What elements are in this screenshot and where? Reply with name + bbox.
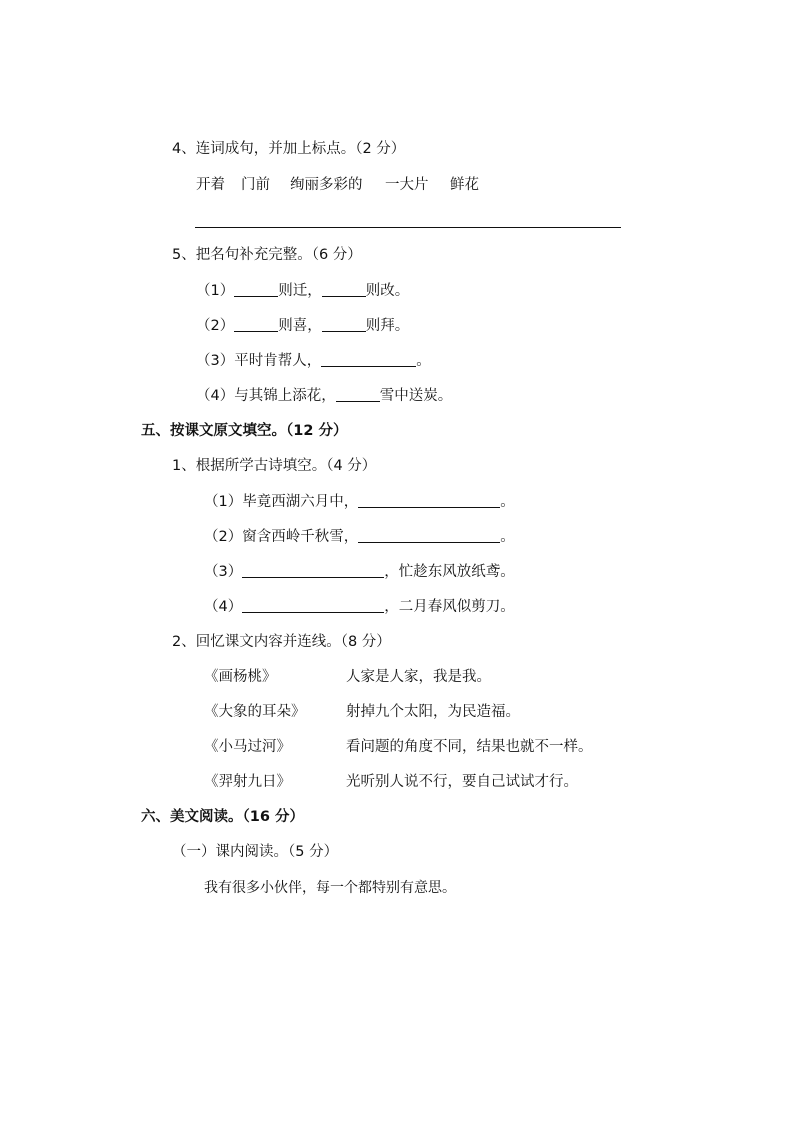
item-number: （4） [204, 599, 243, 615]
q5-item-3 [196, 351, 431, 371]
poem-item-3 [204, 562, 515, 582]
section-5-title: 五、按课文原文填空。（12 分） [141, 423, 348, 439]
match-right-item[interactable]: 光听别人说不行，要自己试试才行。 [346, 774, 578, 790]
item-text: 则迁， [278, 283, 322, 299]
sec5-q1-title: 1、根据所学古诗填空。（4 分） [172, 458, 377, 474]
item-text: ，二月春风似剪刀。 [384, 599, 515, 615]
reading-passage: 我有很多小伙伴，每一个都特别有意思。 [204, 880, 456, 896]
match-left-item[interactable]: 《画杨桃》 [204, 669, 277, 685]
q5-item-4 [196, 386, 452, 406]
q4-word: 一大片 [385, 177, 429, 193]
blank[interactable] [242, 563, 384, 578]
match-left-item[interactable]: 《大象的耳朵》 [204, 704, 306, 720]
match-left-item[interactable]: 《小马过河》 [204, 739, 291, 755]
item-number: （1） [204, 494, 243, 510]
item-text: 则喜， [278, 318, 322, 334]
item-number: （3） [196, 353, 235, 369]
blank[interactable] [358, 528, 500, 543]
q4-word: 绚丽多彩的 [290, 177, 363, 193]
poem-item-1 [204, 492, 515, 512]
blank[interactable] [242, 598, 384, 613]
poem-item-2 [204, 527, 515, 547]
blank[interactable] [234, 282, 278, 297]
q4-word: 开着 [196, 177, 225, 193]
item-text: 。 [500, 529, 515, 545]
section-6-title: 六、美文阅读。（16 分） [141, 809, 304, 825]
q4-word: 门前 [241, 177, 270, 193]
q4-title: 4、连词成句，并加上标点。（2 分） [172, 141, 406, 157]
blank[interactable] [321, 352, 416, 367]
item-text: 则改。 [365, 283, 410, 299]
item-text: 。 [500, 494, 515, 510]
blank[interactable] [322, 282, 366, 297]
item-number: （2） [196, 318, 235, 334]
q4-word: 鲜花 [450, 177, 479, 193]
item-number: （3） [204, 564, 243, 580]
item-text: 平时肯帮人， [234, 353, 322, 369]
poem-item-4 [204, 597, 515, 617]
match-right-item[interactable]: 人家是人家，我是我。 [346, 669, 491, 685]
item-text: 则拜。 [365, 318, 410, 334]
item-number: （2） [204, 529, 243, 545]
item-number: （4） [196, 388, 235, 404]
item-text: 与其锦上添花， [234, 388, 336, 404]
blank[interactable] [234, 317, 278, 332]
blank[interactable] [336, 387, 380, 402]
blank[interactable] [358, 493, 500, 508]
match-left-item[interactable]: 《羿射九日》 [204, 774, 291, 790]
sec6-part1-title: （一）课内阅读。（5 分） [172, 844, 339, 860]
blank[interactable] [322, 317, 366, 332]
q5-item-1 [196, 281, 409, 301]
item-number: （1） [196, 283, 235, 299]
sec5-q2-title: 2、回忆课文内容并连线。（8 分） [172, 634, 391, 650]
item-text: 毕竟西湖六月中， [242, 494, 359, 510]
item-text: 窗含西岭千秋雪， [242, 529, 359, 545]
q5-item-2 [196, 316, 409, 336]
match-right-item[interactable]: 看问题的角度不同，结果也就不一样。 [346, 739, 593, 755]
item-text: 。 [416, 353, 431, 369]
answer-line[interactable] [195, 227, 621, 228]
item-text: ，忙趁东风放纸鸢。 [384, 564, 515, 580]
match-right-item[interactable]: 射掉九个太阳，为民造福。 [346, 704, 520, 720]
item-text: 雪中送炭。 [379, 388, 453, 404]
q5-title: 5、把名句补充完整。（6 分） [172, 247, 362, 263]
